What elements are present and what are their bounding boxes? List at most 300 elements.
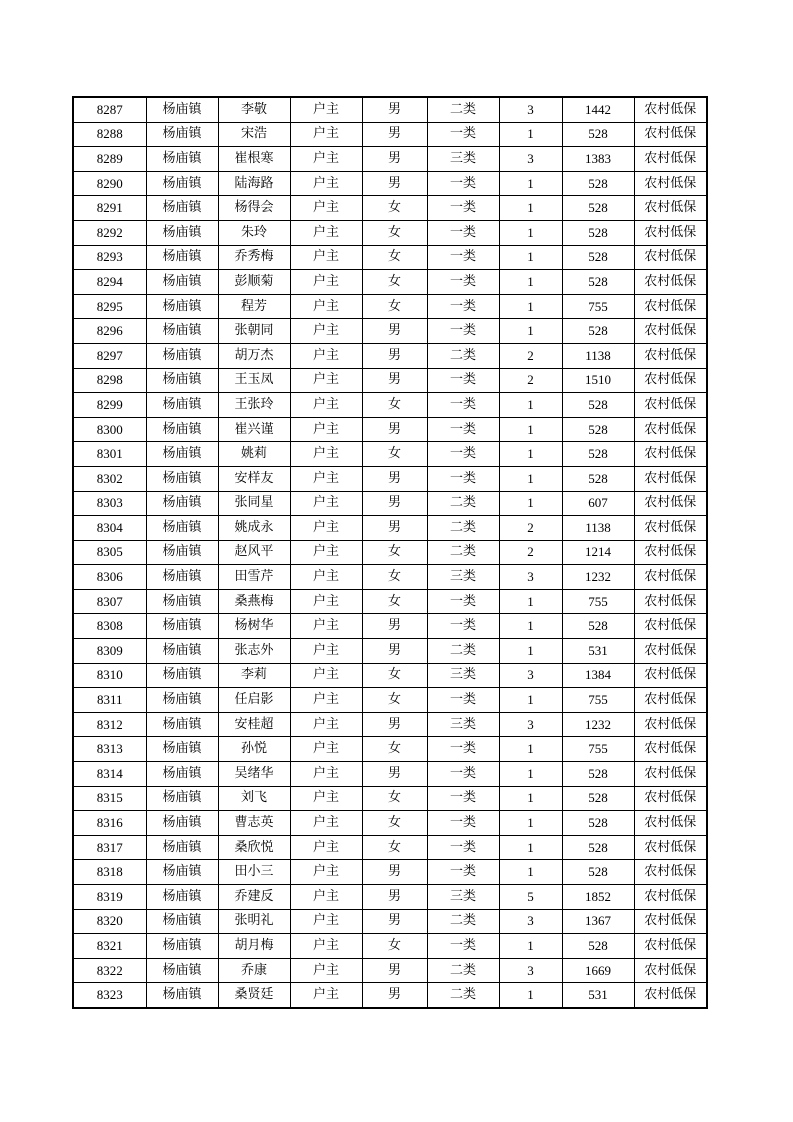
town-cell: 杨庙镇 xyxy=(146,393,218,418)
amount-cell: 1367 xyxy=(562,909,634,934)
row-number-cell: 8303 xyxy=(73,491,146,516)
category-cell: 二类 xyxy=(427,97,499,122)
household-size-cell: 1 xyxy=(499,245,562,270)
assistance-type-cell: 农村低保 xyxy=(634,712,707,737)
amount-cell: 755 xyxy=(562,589,634,614)
amount-cell: 1232 xyxy=(562,712,634,737)
household-size-cell: 1 xyxy=(499,319,562,344)
town-cell: 杨庙镇 xyxy=(146,639,218,664)
gender-cell: 女 xyxy=(362,786,427,811)
table-row xyxy=(73,540,707,565)
relation-cell: 户主 xyxy=(290,835,362,860)
household-size-cell: 1 xyxy=(499,614,562,639)
relation-cell: 户主 xyxy=(290,466,362,491)
household-size-cell: 2 xyxy=(499,540,562,565)
table-row xyxy=(73,565,707,590)
assistance-type-cell: 农村低保 xyxy=(634,811,707,836)
assistance-type-cell: 农村低保 xyxy=(634,147,707,172)
category-cell: 一类 xyxy=(427,860,499,885)
row-number-cell: 8296 xyxy=(73,319,146,344)
household-size-cell: 1 xyxy=(499,122,562,147)
assistance-type-cell: 农村低保 xyxy=(634,762,707,787)
gender-cell: 女 xyxy=(362,540,427,565)
town-cell: 杨庙镇 xyxy=(146,417,218,442)
town-cell: 杨庙镇 xyxy=(146,835,218,860)
town-cell: 杨庙镇 xyxy=(146,220,218,245)
amount-cell: 1232 xyxy=(562,565,634,590)
table-row xyxy=(73,860,707,885)
table-row xyxy=(73,983,707,1008)
gender-cell: 女 xyxy=(362,442,427,467)
row-number-cell: 8291 xyxy=(73,196,146,221)
category-cell: 一类 xyxy=(427,737,499,762)
town-cell: 杨庙镇 xyxy=(146,540,218,565)
name-cell: 张明礼 xyxy=(218,909,290,934)
name-cell: 孙悦 xyxy=(218,737,290,762)
table-row xyxy=(73,934,707,959)
household-size-cell: 1 xyxy=(499,934,562,959)
row-number-cell: 8294 xyxy=(73,270,146,295)
name-cell: 姚莉 xyxy=(218,442,290,467)
relation-cell: 户主 xyxy=(290,909,362,934)
relation-cell: 户主 xyxy=(290,860,362,885)
gender-cell: 男 xyxy=(362,909,427,934)
row-number-cell: 8319 xyxy=(73,885,146,910)
amount-cell: 755 xyxy=(562,737,634,762)
table-row xyxy=(73,614,707,639)
category-cell: 一类 xyxy=(427,270,499,295)
town-cell: 杨庙镇 xyxy=(146,97,218,122)
assistance-type-cell: 农村低保 xyxy=(634,983,707,1008)
name-cell: 胡月梅 xyxy=(218,934,290,959)
town-cell: 杨庙镇 xyxy=(146,466,218,491)
amount-cell: 531 xyxy=(562,983,634,1008)
household-size-cell: 1 xyxy=(499,220,562,245)
table-row xyxy=(73,639,707,664)
table-row xyxy=(73,171,707,196)
town-cell: 杨庙镇 xyxy=(146,442,218,467)
category-cell: 三类 xyxy=(427,565,499,590)
name-cell: 赵风平 xyxy=(218,540,290,565)
relation-cell: 户主 xyxy=(290,663,362,688)
amount-cell: 528 xyxy=(562,811,634,836)
amount-cell: 1383 xyxy=(562,147,634,172)
table-row xyxy=(73,393,707,418)
relation-cell: 户主 xyxy=(290,294,362,319)
table-row xyxy=(73,885,707,910)
relation-cell: 户主 xyxy=(290,417,362,442)
household-size-cell: 1 xyxy=(499,466,562,491)
category-cell: 一类 xyxy=(427,245,499,270)
assistance-type-cell: 农村低保 xyxy=(634,786,707,811)
gender-cell: 男 xyxy=(362,639,427,664)
table-row xyxy=(73,811,707,836)
amount-cell: 528 xyxy=(562,417,634,442)
household-size-cell: 3 xyxy=(499,712,562,737)
gender-cell: 男 xyxy=(362,147,427,172)
gender-cell: 女 xyxy=(362,663,427,688)
gender-cell: 男 xyxy=(362,368,427,393)
relation-cell: 户主 xyxy=(290,319,362,344)
amount-cell: 528 xyxy=(562,614,634,639)
relation-cell: 户主 xyxy=(290,786,362,811)
name-cell: 乔康 xyxy=(218,958,290,983)
category-cell: 一类 xyxy=(427,294,499,319)
town-cell: 杨庙镇 xyxy=(146,786,218,811)
relation-cell: 户主 xyxy=(290,885,362,910)
row-number-cell: 8290 xyxy=(73,171,146,196)
relation-cell: 户主 xyxy=(290,245,362,270)
name-cell: 杨得会 xyxy=(218,196,290,221)
assistance-type-cell: 农村低保 xyxy=(634,196,707,221)
town-cell: 杨庙镇 xyxy=(146,958,218,983)
row-number-cell: 8311 xyxy=(73,688,146,713)
category-cell: 三类 xyxy=(427,663,499,688)
row-number-cell: 8289 xyxy=(73,147,146,172)
row-number-cell: 8295 xyxy=(73,294,146,319)
gender-cell: 男 xyxy=(362,983,427,1008)
category-cell: 一类 xyxy=(427,762,499,787)
row-number-cell: 8320 xyxy=(73,909,146,934)
relation-cell: 户主 xyxy=(290,270,362,295)
assistance-type-cell: 农村低保 xyxy=(634,516,707,541)
assistance-type-cell: 农村低保 xyxy=(634,958,707,983)
relation-cell: 户主 xyxy=(290,958,362,983)
relation-cell: 户主 xyxy=(290,614,362,639)
relation-cell: 户主 xyxy=(290,934,362,959)
assistance-type-cell: 农村低保 xyxy=(634,343,707,368)
relation-cell: 户主 xyxy=(290,491,362,516)
name-cell: 李敬 xyxy=(218,97,290,122)
household-size-cell: 1 xyxy=(499,639,562,664)
category-cell: 一类 xyxy=(427,171,499,196)
category-cell: 二类 xyxy=(427,983,499,1008)
amount-cell: 755 xyxy=(562,294,634,319)
relation-cell: 户主 xyxy=(290,565,362,590)
table-row xyxy=(73,220,707,245)
household-size-cell: 1 xyxy=(499,270,562,295)
category-cell: 一类 xyxy=(427,688,499,713)
name-cell: 桑贤廷 xyxy=(218,983,290,1008)
household-size-cell: 1 xyxy=(499,417,562,442)
amount-cell: 528 xyxy=(562,319,634,344)
row-number-cell: 8308 xyxy=(73,614,146,639)
amount-cell: 1669 xyxy=(562,958,634,983)
assistance-type-cell: 农村低保 xyxy=(634,171,707,196)
gender-cell: 女 xyxy=(362,294,427,319)
assistance-type-cell: 农村低保 xyxy=(634,97,707,122)
row-number-cell: 8313 xyxy=(73,737,146,762)
relation-cell: 户主 xyxy=(290,811,362,836)
gender-cell: 男 xyxy=(362,860,427,885)
gender-cell: 男 xyxy=(362,97,427,122)
amount-cell: 531 xyxy=(562,639,634,664)
amount-cell: 1214 xyxy=(562,540,634,565)
table-row xyxy=(73,417,707,442)
gender-cell: 女 xyxy=(362,688,427,713)
assistance-type-cell: 农村低保 xyxy=(634,909,707,934)
assistance-type-cell: 农村低保 xyxy=(634,934,707,959)
name-cell: 任启影 xyxy=(218,688,290,713)
name-cell: 李莉 xyxy=(218,663,290,688)
household-size-cell: 2 xyxy=(499,516,562,541)
town-cell: 杨庙镇 xyxy=(146,589,218,614)
gender-cell: 女 xyxy=(362,393,427,418)
table-row xyxy=(73,442,707,467)
row-number-cell: 8287 xyxy=(73,97,146,122)
category-cell: 一类 xyxy=(427,466,499,491)
name-cell: 安桂超 xyxy=(218,712,290,737)
amount-cell: 528 xyxy=(562,270,634,295)
table-row xyxy=(73,319,707,344)
row-number-cell: 8316 xyxy=(73,811,146,836)
relation-cell: 户主 xyxy=(290,516,362,541)
table-row xyxy=(73,835,707,860)
amount-cell: 528 xyxy=(562,220,634,245)
table-row xyxy=(73,122,707,147)
row-number-cell: 8315 xyxy=(73,786,146,811)
name-cell: 刘飞 xyxy=(218,786,290,811)
row-number-cell: 8314 xyxy=(73,762,146,787)
relation-cell: 户主 xyxy=(290,196,362,221)
household-size-cell: 3 xyxy=(499,565,562,590)
category-cell: 一类 xyxy=(427,934,499,959)
category-cell: 一类 xyxy=(427,811,499,836)
relation-cell: 户主 xyxy=(290,393,362,418)
gender-cell: 男 xyxy=(362,958,427,983)
table-row xyxy=(73,368,707,393)
amount-cell: 1510 xyxy=(562,368,634,393)
town-cell: 杨庙镇 xyxy=(146,516,218,541)
household-size-cell: 5 xyxy=(499,885,562,910)
relation-cell: 户主 xyxy=(290,762,362,787)
row-number-cell: 8304 xyxy=(73,516,146,541)
gender-cell: 男 xyxy=(362,614,427,639)
gender-cell: 女 xyxy=(362,270,427,295)
row-number-cell: 8297 xyxy=(73,343,146,368)
row-number-cell: 8300 xyxy=(73,417,146,442)
household-size-cell: 3 xyxy=(499,147,562,172)
gender-cell: 女 xyxy=(362,220,427,245)
assistance-type-cell: 农村低保 xyxy=(634,245,707,270)
relation-cell: 户主 xyxy=(290,220,362,245)
name-cell: 桑燕梅 xyxy=(218,589,290,614)
relation-cell: 户主 xyxy=(290,688,362,713)
name-cell: 姚成永 xyxy=(218,516,290,541)
assistance-type-cell: 农村低保 xyxy=(634,737,707,762)
town-cell: 杨庙镇 xyxy=(146,245,218,270)
town-cell: 杨庙镇 xyxy=(146,343,218,368)
assistance-type-cell: 农村低保 xyxy=(634,663,707,688)
amount-cell: 528 xyxy=(562,860,634,885)
gender-cell: 女 xyxy=(362,737,427,762)
town-cell: 杨庙镇 xyxy=(146,983,218,1008)
amount-cell: 755 xyxy=(562,688,634,713)
household-size-cell: 3 xyxy=(499,97,562,122)
category-cell: 一类 xyxy=(427,393,499,418)
row-number-cell: 8293 xyxy=(73,245,146,270)
household-size-cell: 1 xyxy=(499,589,562,614)
assistance-type-cell: 农村低保 xyxy=(634,122,707,147)
relation-cell: 户主 xyxy=(290,343,362,368)
amount-cell: 528 xyxy=(562,835,634,860)
name-cell: 张同星 xyxy=(218,491,290,516)
town-cell: 杨庙镇 xyxy=(146,909,218,934)
assistance-type-cell: 农村低保 xyxy=(634,614,707,639)
name-cell: 程芳 xyxy=(218,294,290,319)
name-cell: 杨树华 xyxy=(218,614,290,639)
amount-cell: 1442 xyxy=(562,97,634,122)
assistance-type-cell: 农村低保 xyxy=(634,270,707,295)
relation-cell: 户主 xyxy=(290,122,362,147)
row-number-cell: 8323 xyxy=(73,983,146,1008)
table-row xyxy=(73,294,707,319)
gender-cell: 男 xyxy=(362,122,427,147)
row-number-cell: 8305 xyxy=(73,540,146,565)
name-cell: 王玉凤 xyxy=(218,368,290,393)
name-cell: 桑欣悦 xyxy=(218,835,290,860)
row-number-cell: 8317 xyxy=(73,835,146,860)
name-cell: 乔秀梅 xyxy=(218,245,290,270)
row-number-cell: 8312 xyxy=(73,712,146,737)
table-row xyxy=(73,589,707,614)
assistance-type-cell: 农村低保 xyxy=(634,417,707,442)
category-cell: 一类 xyxy=(427,368,499,393)
household-size-cell: 1 xyxy=(499,491,562,516)
category-cell: 一类 xyxy=(427,589,499,614)
assistance-type-cell: 农村低保 xyxy=(634,319,707,344)
row-number-cell: 8322 xyxy=(73,958,146,983)
gender-cell: 男 xyxy=(362,466,427,491)
town-cell: 杨庙镇 xyxy=(146,565,218,590)
assistance-type-cell: 农村低保 xyxy=(634,393,707,418)
household-size-cell: 1 xyxy=(499,811,562,836)
town-cell: 杨庙镇 xyxy=(146,319,218,344)
amount-cell: 528 xyxy=(562,786,634,811)
gender-cell: 男 xyxy=(362,885,427,910)
town-cell: 杨庙镇 xyxy=(146,737,218,762)
relation-cell: 户主 xyxy=(290,540,362,565)
assistance-type-cell: 农村低保 xyxy=(634,688,707,713)
row-number-cell: 8299 xyxy=(73,393,146,418)
category-cell: 一类 xyxy=(427,220,499,245)
amount-cell: 1138 xyxy=(562,343,634,368)
amount-cell: 528 xyxy=(562,466,634,491)
assistance-type-cell: 农村低保 xyxy=(634,540,707,565)
household-size-cell: 1 xyxy=(499,196,562,221)
town-cell: 杨庙镇 xyxy=(146,860,218,885)
category-cell: 三类 xyxy=(427,147,499,172)
category-cell: 二类 xyxy=(427,343,499,368)
category-cell: 二类 xyxy=(427,516,499,541)
assistance-type-cell: 农村低保 xyxy=(634,294,707,319)
gender-cell: 男 xyxy=(362,343,427,368)
gender-cell: 女 xyxy=(362,565,427,590)
gender-cell: 女 xyxy=(362,811,427,836)
amount-cell: 1384 xyxy=(562,663,634,688)
table-row xyxy=(73,688,707,713)
category-cell: 一类 xyxy=(427,614,499,639)
town-cell: 杨庙镇 xyxy=(146,663,218,688)
table-row xyxy=(73,712,707,737)
table-row xyxy=(73,663,707,688)
name-cell: 安样友 xyxy=(218,466,290,491)
category-cell: 一类 xyxy=(427,786,499,811)
table-row xyxy=(73,466,707,491)
town-cell: 杨庙镇 xyxy=(146,491,218,516)
table-row xyxy=(73,147,707,172)
name-cell: 吴绪华 xyxy=(218,762,290,787)
table-row xyxy=(73,762,707,787)
category-cell: 一类 xyxy=(427,319,499,344)
category-cell: 一类 xyxy=(427,196,499,221)
town-cell: 杨庙镇 xyxy=(146,368,218,393)
town-cell: 杨庙镇 xyxy=(146,196,218,221)
relation-cell: 户主 xyxy=(290,712,362,737)
assistance-type-cell: 农村低保 xyxy=(634,220,707,245)
town-cell: 杨庙镇 xyxy=(146,171,218,196)
relation-cell: 户主 xyxy=(290,368,362,393)
table-row xyxy=(73,343,707,368)
relation-cell: 户主 xyxy=(290,442,362,467)
town-cell: 杨庙镇 xyxy=(146,885,218,910)
category-cell: 一类 xyxy=(427,417,499,442)
category-cell: 二类 xyxy=(427,909,499,934)
table-row xyxy=(73,491,707,516)
household-size-cell: 1 xyxy=(499,983,562,1008)
row-number-cell: 8318 xyxy=(73,860,146,885)
table-row xyxy=(73,196,707,221)
amount-cell: 528 xyxy=(562,442,634,467)
name-cell: 田雪芹 xyxy=(218,565,290,590)
amount-cell: 528 xyxy=(562,122,634,147)
category-cell: 一类 xyxy=(427,122,499,147)
name-cell: 王张玲 xyxy=(218,393,290,418)
household-size-cell: 1 xyxy=(499,737,562,762)
name-cell: 田小三 xyxy=(218,860,290,885)
row-number-cell: 8310 xyxy=(73,663,146,688)
town-cell: 杨庙镇 xyxy=(146,614,218,639)
household-size-cell: 3 xyxy=(499,958,562,983)
table-row xyxy=(73,245,707,270)
assistance-type-cell: 农村低保 xyxy=(634,885,707,910)
relation-cell: 户主 xyxy=(290,737,362,762)
gender-cell: 男 xyxy=(362,171,427,196)
table-row xyxy=(73,97,707,122)
row-number-cell: 8301 xyxy=(73,442,146,467)
assistance-type-cell: 农村低保 xyxy=(634,860,707,885)
town-cell: 杨庙镇 xyxy=(146,294,218,319)
name-cell: 宋浩 xyxy=(218,122,290,147)
name-cell: 曹志英 xyxy=(218,811,290,836)
town-cell: 杨庙镇 xyxy=(146,122,218,147)
household-size-cell: 1 xyxy=(499,688,562,713)
relation-cell: 户主 xyxy=(290,639,362,664)
category-cell: 二类 xyxy=(427,639,499,664)
gender-cell: 男 xyxy=(362,516,427,541)
household-size-cell: 1 xyxy=(499,786,562,811)
assistance-type-cell: 农村低保 xyxy=(634,835,707,860)
relation-cell: 户主 xyxy=(290,589,362,614)
row-number-cell: 8292 xyxy=(73,220,146,245)
category-cell: 一类 xyxy=(427,442,499,467)
relation-cell: 户主 xyxy=(290,147,362,172)
relation-cell: 户主 xyxy=(290,983,362,1008)
town-cell: 杨庙镇 xyxy=(146,147,218,172)
name-cell: 彭顺菊 xyxy=(218,270,290,295)
town-cell: 杨庙镇 xyxy=(146,712,218,737)
amount-cell: 528 xyxy=(562,196,634,221)
